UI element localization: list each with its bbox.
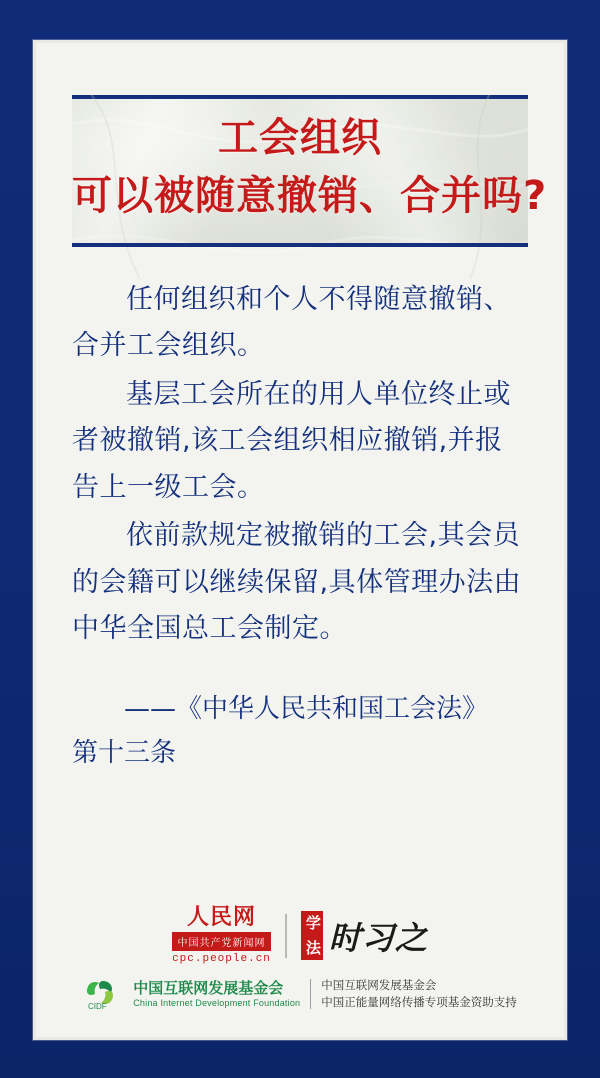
xuefa-shixizhi-logo	[301, 911, 428, 960]
paragraph-2: 基层工会所在的用人单位终止或者被撤销,该工会组织相应撤销,并报告上一级工会。	[72, 378, 511, 503]
xuefa-badge-top: 学	[301, 911, 323, 936]
xuefa-badge	[301, 911, 323, 960]
cidf-support-line-1: 中国互联网发展基金会	[321, 977, 437, 992]
cidf-divider	[310, 979, 311, 1009]
footer-logo-row	[36, 905, 564, 965]
people-cn-name: 人民网	[186, 905, 256, 931]
people-cn-subtitle: 中国共产党新闻网	[172, 932, 271, 951]
cidf-row	[36, 977, 564, 1012]
people-cn-logo	[172, 906, 271, 964]
paragraph-3: 依前款规定被撤销的工会,其会员的会籍可以继续保留,具体管理办法由中华全国总工会制定。	[72, 520, 522, 645]
footer	[36, 905, 564, 1012]
title-line-1: 工会组织	[218, 115, 382, 161]
poster-card	[33, 40, 567, 1040]
cidf-support-line-2: 中国正能量网络传播专项基金资助支持	[321, 994, 517, 1009]
cidf-names	[133, 979, 300, 1009]
people-cn-url: cpc.people.cn	[172, 952, 271, 965]
source-line-2: 第十三条	[72, 737, 177, 768]
paragraph-1: 任何组织和个人不得随意撤销、合并工会组织。	[72, 284, 511, 362]
source-line-1: ——《中华人民共和国工会法》	[124, 693, 489, 724]
source-citation	[72, 687, 528, 775]
title-band	[72, 95, 548, 247]
cidf-name-en: China Internet Development Foundation	[133, 997, 301, 1008]
cidf-support-text	[321, 977, 517, 1012]
shixizhi-text: 时习之	[328, 918, 428, 957]
body-text	[72, 277, 528, 653]
cidf-name-cn: 中国互联网发展基金会	[133, 978, 284, 997]
svg-text:CIDF: CIDF	[88, 1001, 107, 1011]
title-line-2: 可以被随意撤销、合并吗?	[72, 173, 548, 219]
card-inner	[36, 43, 564, 1037]
footer-divider	[285, 914, 287, 958]
xuefa-badge-bottom: 法	[301, 936, 323, 961]
cidf-logo-icon	[83, 977, 123, 1011]
page-title	[72, 109, 548, 225]
